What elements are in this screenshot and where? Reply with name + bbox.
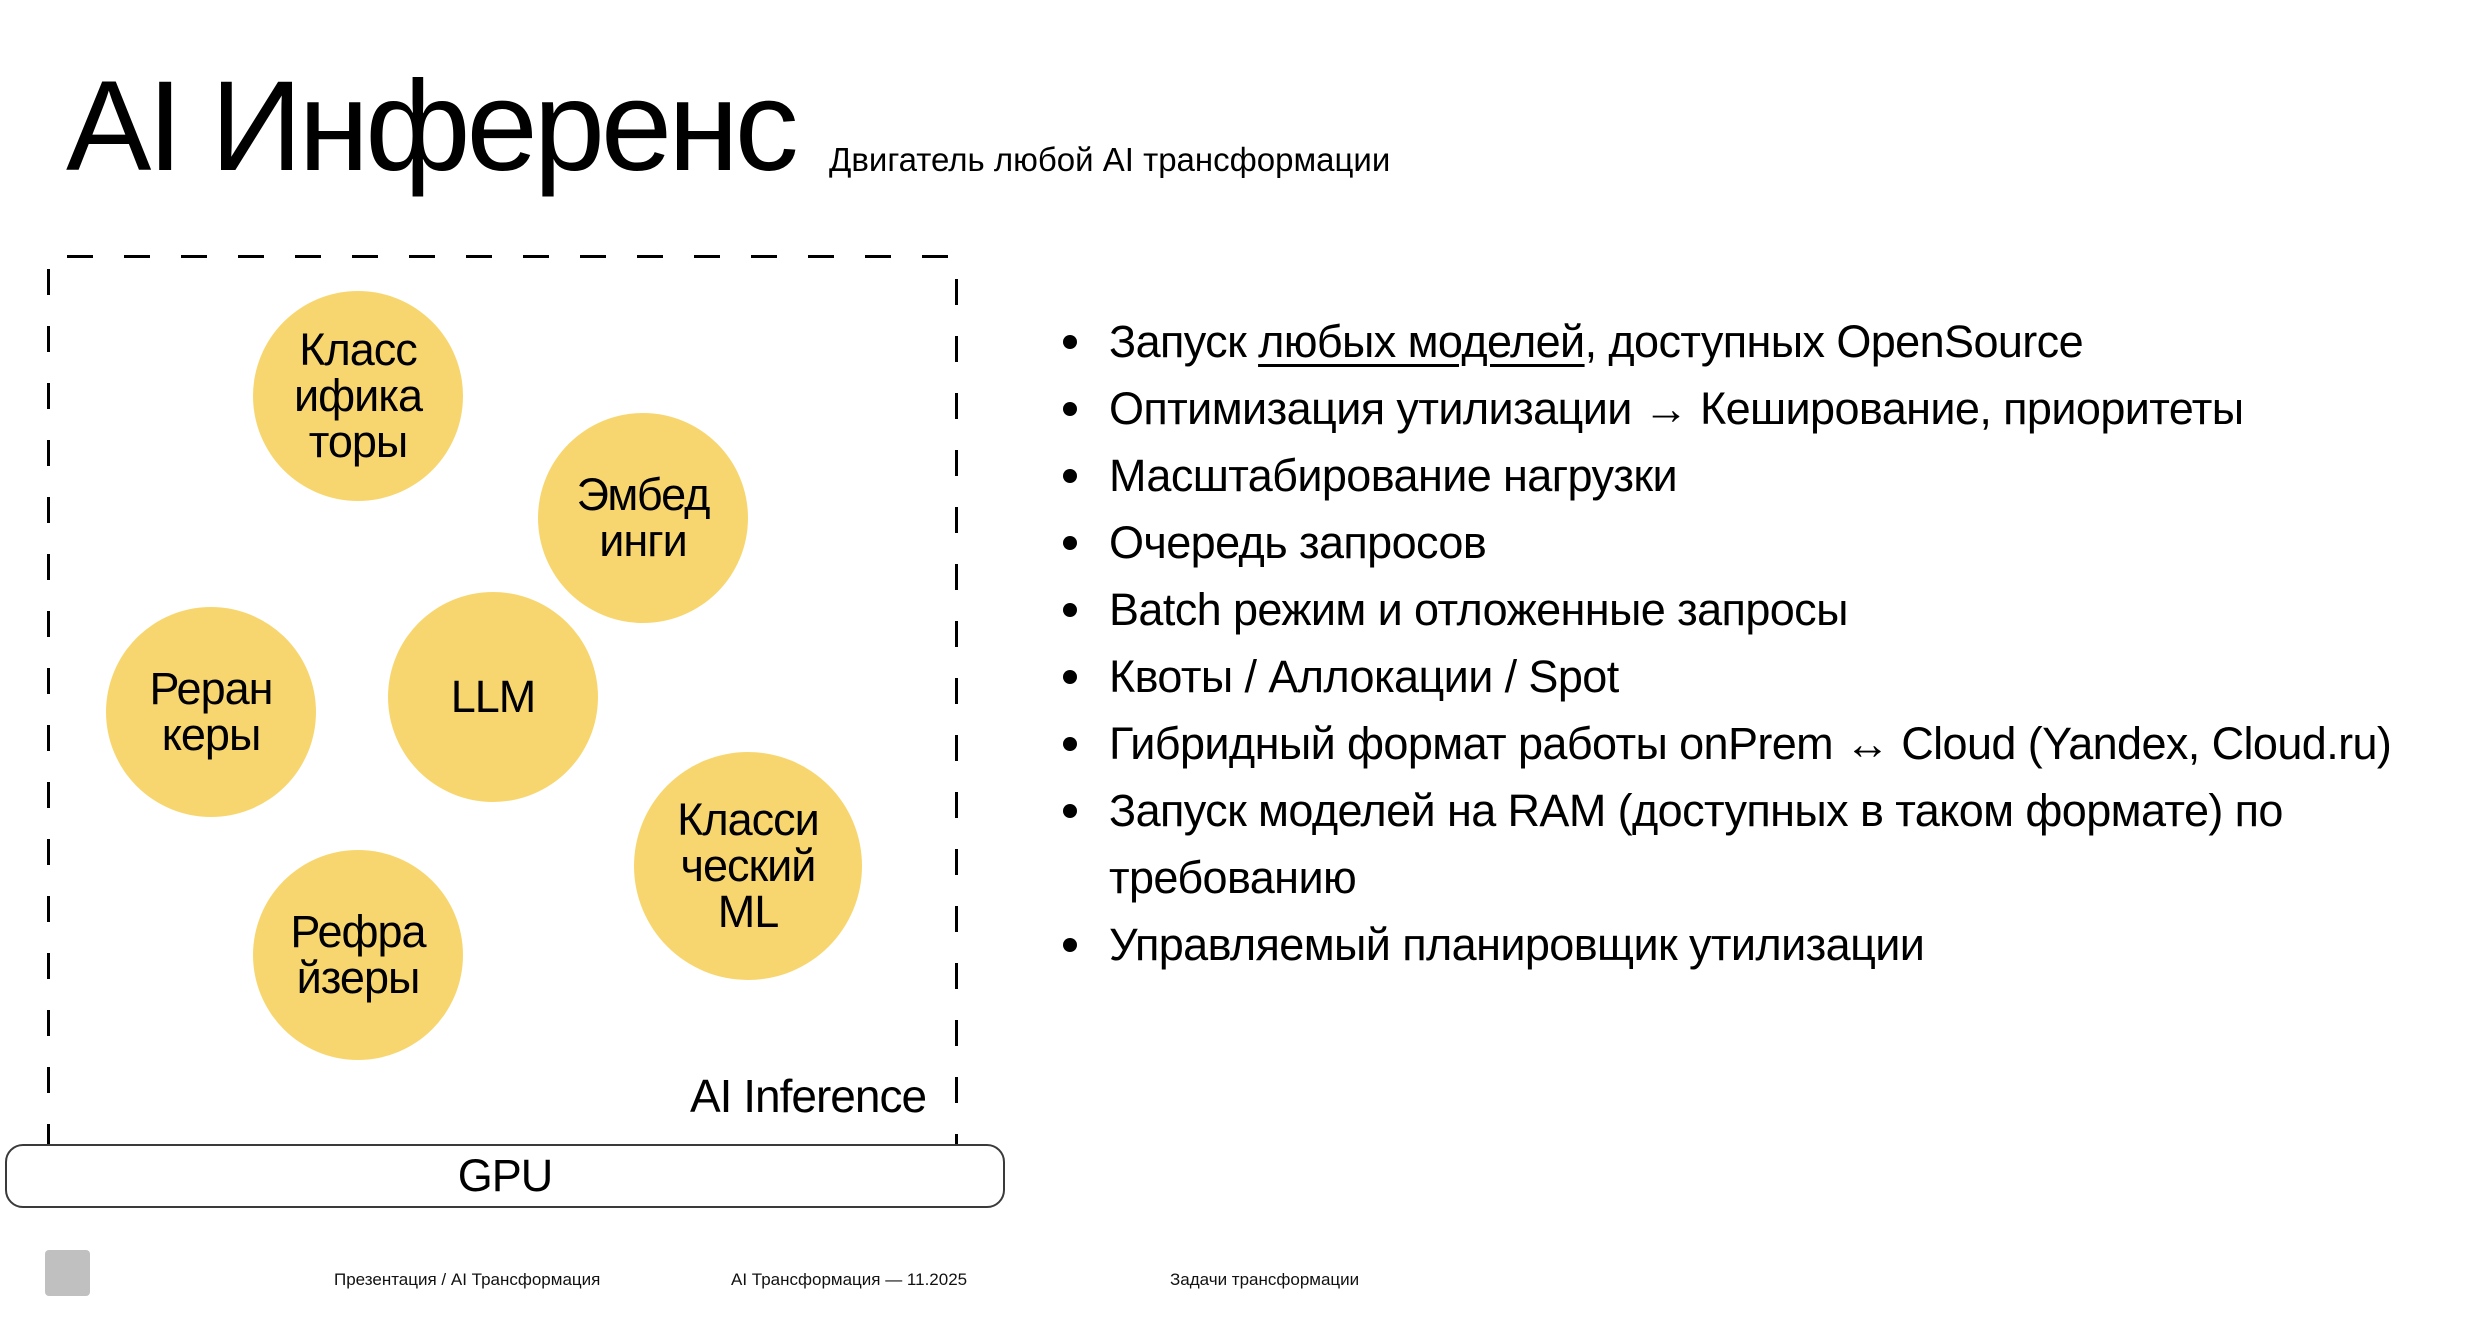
bubble-label-line: инги — [599, 515, 687, 566]
bubble-rephrasers — [253, 850, 463, 1060]
list-item-text: Batch режим и отложенные запросы — [1109, 584, 1848, 635]
bullet-icon — [1063, 335, 1077, 349]
footer-breadcrumb: Презентация / AI Трансформация — [334, 1270, 601, 1289]
bubble-label-line: ML — [717, 886, 779, 937]
bubble-label-line: Рефра — [290, 906, 426, 957]
list-item-text: , доступных OpenSource — [1584, 316, 2084, 367]
bullet-icon — [1063, 603, 1077, 617]
bubble-label-line: ческий — [680, 840, 816, 891]
gpu-layer — [5, 1144, 1005, 1208]
list-item-text: Очередь запросов — [1109, 517, 1487, 568]
list-item-text: Запуск — [1109, 316, 1259, 367]
underlined-text: любых моделей — [1258, 316, 1585, 367]
bubble-label-line: йзеры — [296, 952, 420, 1003]
footer-logo-placeholder — [45, 1250, 90, 1296]
page-title: AI Инференс — [66, 55, 795, 198]
list-item — [1060, 308, 2468, 375]
list-item — [1060, 375, 2468, 442]
list-item — [1060, 643, 2468, 710]
bubble-label-line: ифика — [293, 370, 422, 421]
bubble-label-line: Реран — [149, 663, 273, 714]
bubble-embeddings — [538, 413, 748, 623]
bubble-classifiers — [253, 291, 463, 501]
list-item — [1060, 911, 2468, 978]
list-item-text: Запуск моделей на RAM (доступных в таком формате) по — [1109, 785, 2283, 836]
bubble-label-line: Класси — [677, 794, 819, 845]
list-item — [1060, 509, 2468, 576]
ai-inference-label: AI Inference — [690, 1070, 927, 1122]
bubble-label-line: торы — [308, 416, 408, 467]
bullet-icon — [1063, 536, 1077, 550]
bubble-classic-ml — [634, 752, 862, 980]
list-item-continuation: требованию — [1109, 852, 1357, 903]
bubble-label-line: Эмбед — [576, 469, 710, 520]
bullet-icon — [1063, 938, 1077, 952]
footer-section: Задачи трансформации — [1170, 1270, 1360, 1289]
bullet-icon — [1063, 670, 1077, 684]
list-item — [1060, 442, 2468, 509]
list-item-text: Масштабирование нагрузки — [1109, 450, 1678, 501]
gpu-label: GPU — [457, 1150, 553, 1201]
list-item-text: Квоты / Аллокации / Spot — [1109, 651, 1619, 702]
bullet-icon — [1063, 804, 1077, 818]
list-item — [1060, 777, 2468, 911]
list-item — [1060, 710, 2468, 777]
list-item-text: Управляемый планировщик утилизации — [1109, 919, 1925, 970]
bullet-icon — [1063, 402, 1077, 416]
bubble-llm — [388, 592, 598, 802]
list-item-text: Оптимизация утилизации → Кеширование, приоритеты — [1109, 383, 2244, 434]
bubble-label-line: керы — [161, 709, 261, 760]
bubble-rerankers — [106, 607, 316, 817]
bullet-icon — [1063, 737, 1077, 751]
bullet-icon — [1063, 469, 1077, 483]
feature-list — [1060, 308, 2468, 978]
page-subtitle: Двигатель любой AI трансформации — [829, 141, 1391, 178]
bubble-label-line: Класс — [299, 324, 417, 375]
list-item — [1060, 576, 2468, 643]
footer-date: AI Трансформация — 11.2025 — [731, 1270, 968, 1289]
bubble-label-line: LLM — [450, 671, 536, 722]
list-item-text: Гибридный формат работы onPrem ↔ Cloud (Yandex, Cloud.ru) — [1109, 718, 2392, 769]
